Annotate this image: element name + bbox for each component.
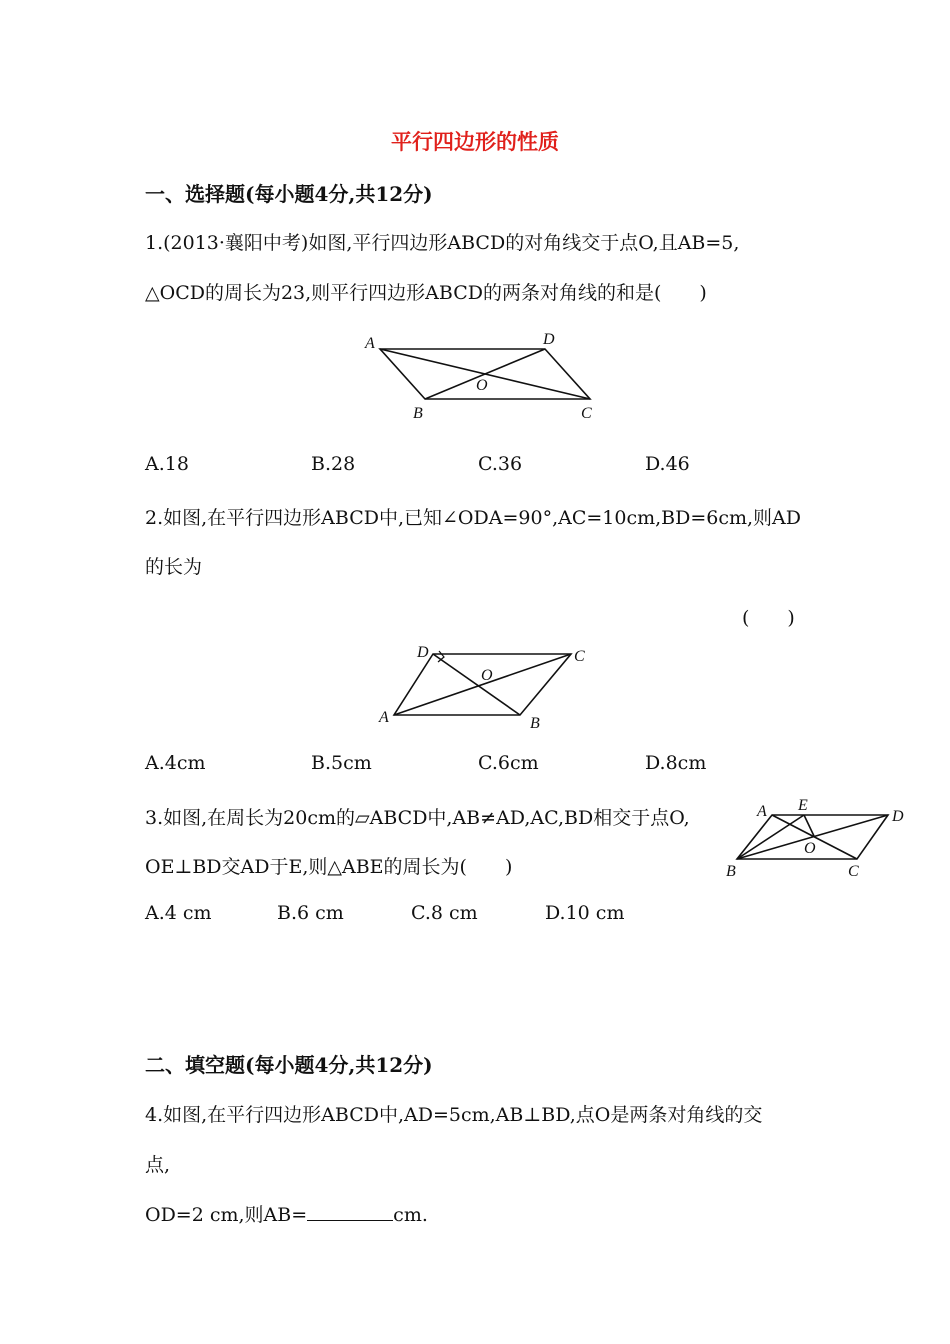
q4-text-line2: 点, (145, 1154, 171, 1176)
q3-label-d: D (892, 808, 904, 825)
q3-option-a: A.4 cm (145, 902, 212, 924)
q4-answer-blank[interactable] (307, 1202, 393, 1221)
section-heading-choice: 一、选择题(每小题4分,共12分) (145, 182, 433, 206)
section-heading-fill: 二、填空题(每小题4分,共12分) (145, 1053, 433, 1077)
q2-diagonal-bd (433, 654, 520, 715)
q3-option-d: D.10 cm (545, 902, 625, 924)
q1-label-b: B (413, 405, 423, 422)
q1-option-d: D.46 (645, 453, 690, 475)
q3-parallelogram-figure (720, 796, 910, 886)
q2-label-b: B (530, 715, 540, 732)
q2-text-line1: 2.如图,在平行四边形ABCD中,已知∠ODA=90°,AC=10cm,BD=6cm,则AD (145, 507, 802, 529)
q1-text-line2: △OCD的周长为23,则平行四边形ABCD的两条对角线的和是( ) (145, 282, 707, 304)
q2-label-c: C (574, 648, 585, 665)
q2-label-d: D (417, 644, 429, 661)
q1-option-a: A.18 (145, 453, 189, 475)
q1-label-c: C (581, 405, 592, 422)
q3-label-b: B (726, 863, 736, 880)
q1-option-c: C.36 (478, 453, 523, 475)
q2-option-a: A.4cm (145, 752, 206, 774)
q3-label-e: E (798, 797, 808, 814)
q3-segment-be (737, 815, 804, 859)
q2-diagonal-ac (394, 654, 571, 715)
q3-label-c: C (848, 863, 859, 880)
q3-label-o: O (804, 840, 816, 857)
q4-text-line1: 4.如图,在平行四边形ABCD中,AD=5cm,AB⊥BD,点O是两条对角线的交 (145, 1104, 763, 1126)
q4-text-suffix: cm. (393, 1204, 428, 1226)
q2-label-o: O (481, 667, 493, 684)
q2-label-a: A (379, 709, 389, 726)
q1-label-d: D (543, 331, 555, 348)
q3-option-b: B.6 cm (277, 902, 344, 924)
q1-text-line1: 1.(2013·襄阳中考)如图,平行四边形ABCD的对角线交于点O,且AB=5, (145, 232, 740, 254)
q2-option-c: C.6cm (478, 752, 539, 774)
q2-parallelogram-figure (375, 640, 605, 735)
q1-parallelogram-figure (355, 326, 605, 426)
q3-option-c: C.8 cm (411, 902, 478, 924)
q3-text-line1: 3.如图,在周长为20cm的▱ABCD中,AB≠AD,AC,BD相交于点O, (145, 807, 690, 829)
q1-label-o: O (476, 377, 488, 394)
q4-text-prefix: OD=2 cm,则AB= (145, 1204, 308, 1226)
q2-option-d: D.8cm (645, 752, 707, 774)
q1-label-a: A (365, 335, 375, 352)
q3-label-a: A (757, 803, 767, 820)
q2-text-line2: 的长为 (145, 556, 203, 578)
page-title: 平行四边形的性质 (391, 129, 559, 154)
q3-text-line2: OE⊥BD交AD于E,则△ABE的周长为( ) (145, 856, 513, 878)
q1-option-b: B.28 (311, 453, 356, 475)
q2-answer-paren: ( ) (742, 607, 795, 629)
q4-text-line3 (145, 1200, 428, 1227)
q2-option-b: B.5cm (311, 752, 372, 774)
